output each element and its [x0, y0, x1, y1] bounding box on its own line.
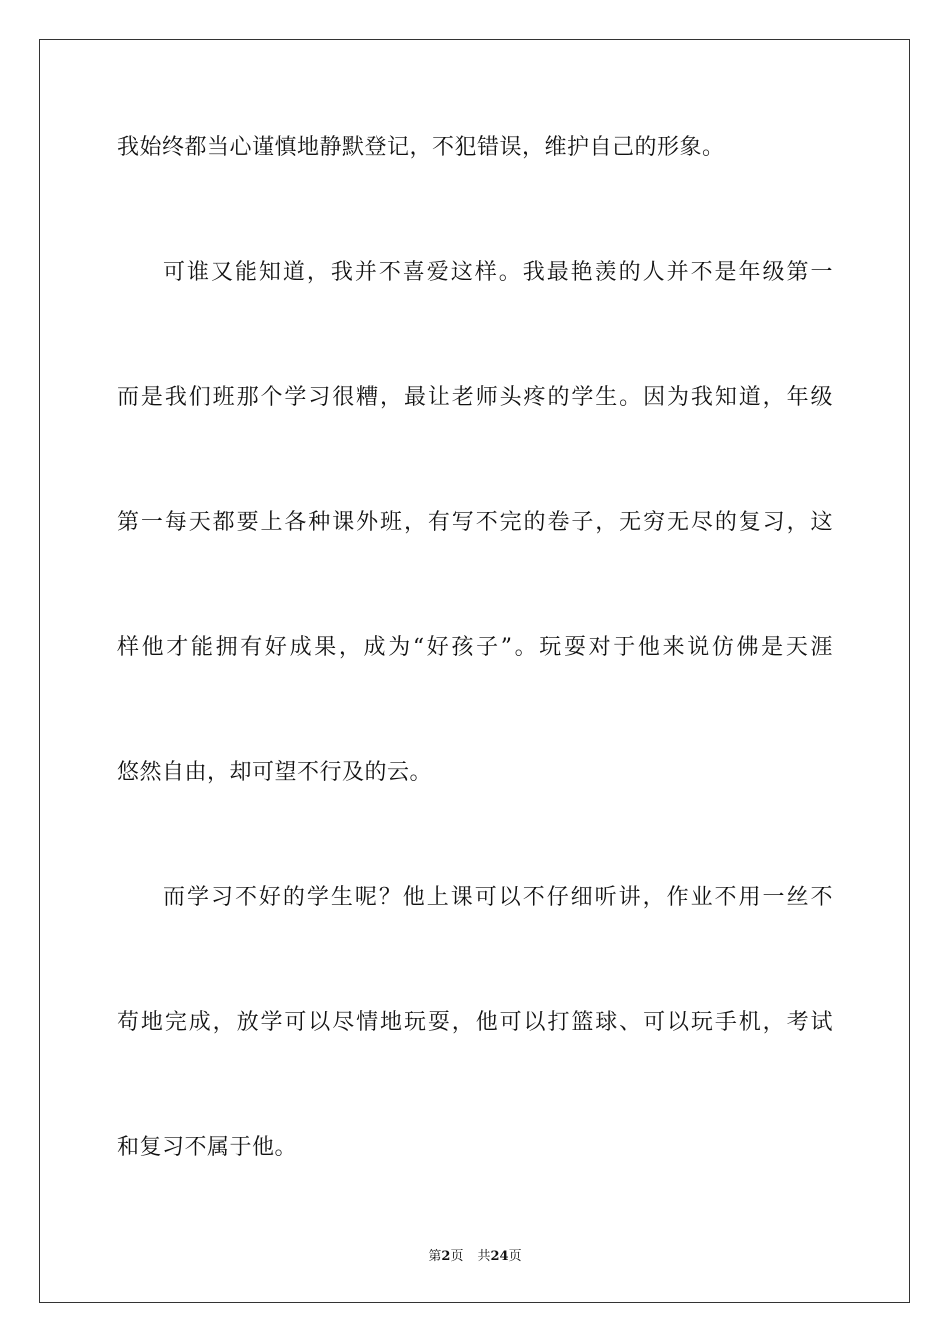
paragraph-line: 而是我们班那个学习很糟，最让老师头疼的学生。因为我知道，年级 [117, 385, 833, 410]
page-border [39, 39, 910, 1303]
paragraph-line: 可谁又能知道，我并不喜爱这样。我最艳羡的人并不是年级第一 [163, 260, 833, 285]
page-number: 2 [441, 1249, 451, 1264]
paragraph-line: 悠然自由，却可望不行及的云。 [117, 760, 433, 785]
paragraph-line: 我始终都当心谨慎地静默登记，不犯错误，维护自己的形象。 [117, 135, 725, 160]
paragraph-line: 和复习不属于他。 [117, 1135, 298, 1160]
total-suffix: 页 [508, 1249, 522, 1264]
total-prefix: 共 [477, 1249, 491, 1264]
paragraph-line: 苟地完成，放学可以尽情地玩耍，他可以打篮球、可以玩手机，考试 [117, 1010, 833, 1035]
paragraph-line: 样他才能拥有好成果，成为“好孩子”。玩耍对于他来说仿佛是天涯 [117, 635, 833, 660]
total-pages: 24 [490, 1249, 509, 1264]
paragraph-line: 而学习不好的学生呢？他上课可以不仔细听讲，作业不用一丝不 [163, 885, 833, 910]
page-suffix: 页 [450, 1249, 464, 1264]
page-footer [0, 1249, 950, 1265]
page-prefix: 第 [428, 1249, 442, 1264]
paragraph-line: 第一每天都要上各种课外班，有写不完的卷子，无穷无尽的复习，这 [117, 510, 833, 535]
